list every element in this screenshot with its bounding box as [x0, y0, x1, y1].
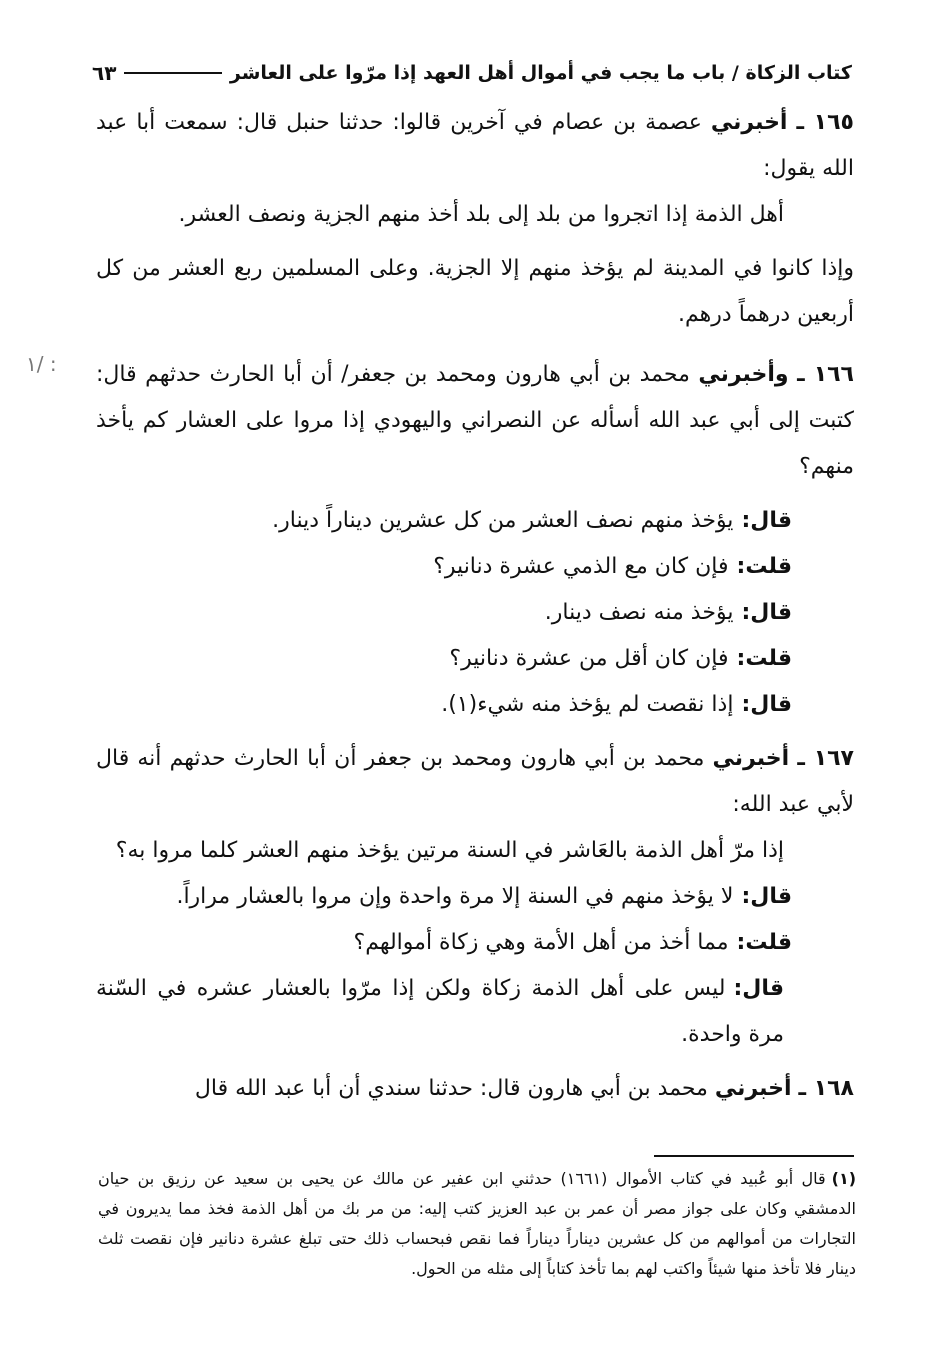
- dialog-line: [96, 966, 854, 1058]
- dialog-text: يؤخذ منهم نصف العشر من كل عشرين ديناراً دينار.: [272, 508, 734, 533]
- dialog-line: [96, 920, 854, 966]
- dialog-text: لا يؤخذ منهم في السنة إلا مرة واحدة وإن مروا بالعشار مراراً.: [176, 884, 734, 909]
- text-166: محمد بن أبي هارون ومحمد بن جعفر/ أن أبا الحارث حدثهم قال: كتبت إلى أبي عبد الله أسأله عن النصراني واليهودي إذا مروا على العشار كم يأخذ منهم؟: [96, 362, 854, 479]
- paragraph-166: [96, 352, 854, 490]
- keyword-166: وأخبرني: [698, 362, 789, 387]
- entry-number-167: ١٦٧ ـ: [797, 746, 854, 771]
- keyword-165: أخبرني: [710, 110, 788, 135]
- speaker: قلت:: [736, 554, 792, 579]
- margin-mark: ١/ :: [26, 352, 57, 376]
- keyword-168: أخبرني: [714, 1076, 792, 1101]
- dialog-line: [96, 544, 854, 590]
- speaker: قلت:: [736, 930, 792, 955]
- dialog-line: [96, 682, 854, 728]
- continuation-165: وإذا كانوا في المدينة لم يؤخذ منهم إلا الجزية. وعلى المسلمين ربع العشر من كل أربعين درهماً درهم.: [96, 256, 854, 327]
- text-167: محمد بن أبي هارون ومحمد بن جعفر أن أبا الحارث حدثهم أنه قال لأبي عبد الله:: [96, 746, 854, 817]
- paragraph-165: [96, 100, 854, 192]
- keyword-167: أخبرني: [712, 746, 790, 771]
- footnote: [98, 1164, 856, 1284]
- footnote-text: قال أبو عُبيد في كتاب الأموال (١٦٦١) حدثني ابن عفير عن مالك عن يحيى بن سعيد عن رزيق بن حيان الدمشقي وكان على جواز مصر أن عمر بن عبد العزيز كتب إليه: من مر بك من أهل الذمة فخذ مما يديرون في التجارات من أموالهم من كل عشرين ديناراً ديناراً فما نقص فبحساب ذلك حتى تبلغ عشرة دنانير فإن نقصت ثلث دينار فلا تأخذ منها شيئاً واكتب لهم بما تأخذ كتاباً إلى مثله من الحول.: [98, 1169, 856, 1278]
- dialog-text: مما أخذ من أهل الأمة وهي زكاة أموالهم؟: [353, 930, 729, 955]
- dialog-line: [96, 636, 854, 682]
- entry-number-166: ١٦٦ ـ: [797, 362, 854, 387]
- dialog-line: [96, 590, 854, 636]
- dialog-text: فإن كان مع الذمي عشرة دنانير؟: [433, 554, 729, 579]
- footnote-number: (١): [831, 1169, 857, 1188]
- question-167: إذا مرّ أهل الذمة بالعَاشر في السنة مرتين يؤخذ منهم العشر كلما مروا به؟: [115, 838, 784, 863]
- dialog-text: ليس على أهل الذمة زكاة ولكن إذا مرّوا بالعشار عشره في السّنة مرة واحدة.: [96, 976, 784, 1047]
- page-number: ٦٣: [92, 61, 117, 85]
- paragraph-168: [96, 1066, 854, 1112]
- dialog-166: [96, 498, 854, 728]
- header-title: كتاب الزكاة / باب ما يجب في أموال أهل العهد إذا مرّوا على العاشر: [229, 62, 852, 84]
- speaker: قال:: [741, 692, 792, 717]
- speaker: قلت:: [736, 646, 792, 671]
- text-165: عصمة بن عصام في آخرين قالوا: حدثنا حنبل قال: سمعت أبا عبد الله يقول:: [96, 110, 854, 181]
- paragraph-167: [96, 736, 854, 828]
- dialog-text: إذا نقصت لم يؤخذ منه شيء(١).: [441, 692, 734, 717]
- header-rule: [124, 72, 222, 74]
- running-header: [92, 56, 852, 90]
- speaker: قال:: [733, 976, 784, 1001]
- dialog-text: يؤخذ منه نصف دينار.: [544, 600, 734, 625]
- quote-165: أهل الذمة إذا اتجروا من بلد إلى بلد أخذ منهم الجزية ونصف العشر.: [178, 202, 784, 227]
- dialog-line: [96, 498, 854, 544]
- dialog-167: [96, 874, 854, 1058]
- dialog-line: [96, 874, 854, 920]
- dialog-text: فإن كان أقل من عشرة دنانير؟: [449, 646, 729, 671]
- entry-number-165: ١٦٥ ـ: [796, 110, 854, 135]
- footnote-separator: [654, 1155, 854, 1157]
- speaker: قال:: [741, 600, 792, 625]
- text-168: محمد بن أبي هارون قال: حدثنا سندي أن أبا عبد الله قال: [194, 1076, 708, 1101]
- speaker: قال:: [741, 508, 792, 533]
- entry-number-168: ١٦٨ ـ: [798, 1076, 854, 1101]
- speaker: قال:: [741, 884, 792, 909]
- main-text: [96, 100, 854, 1112]
